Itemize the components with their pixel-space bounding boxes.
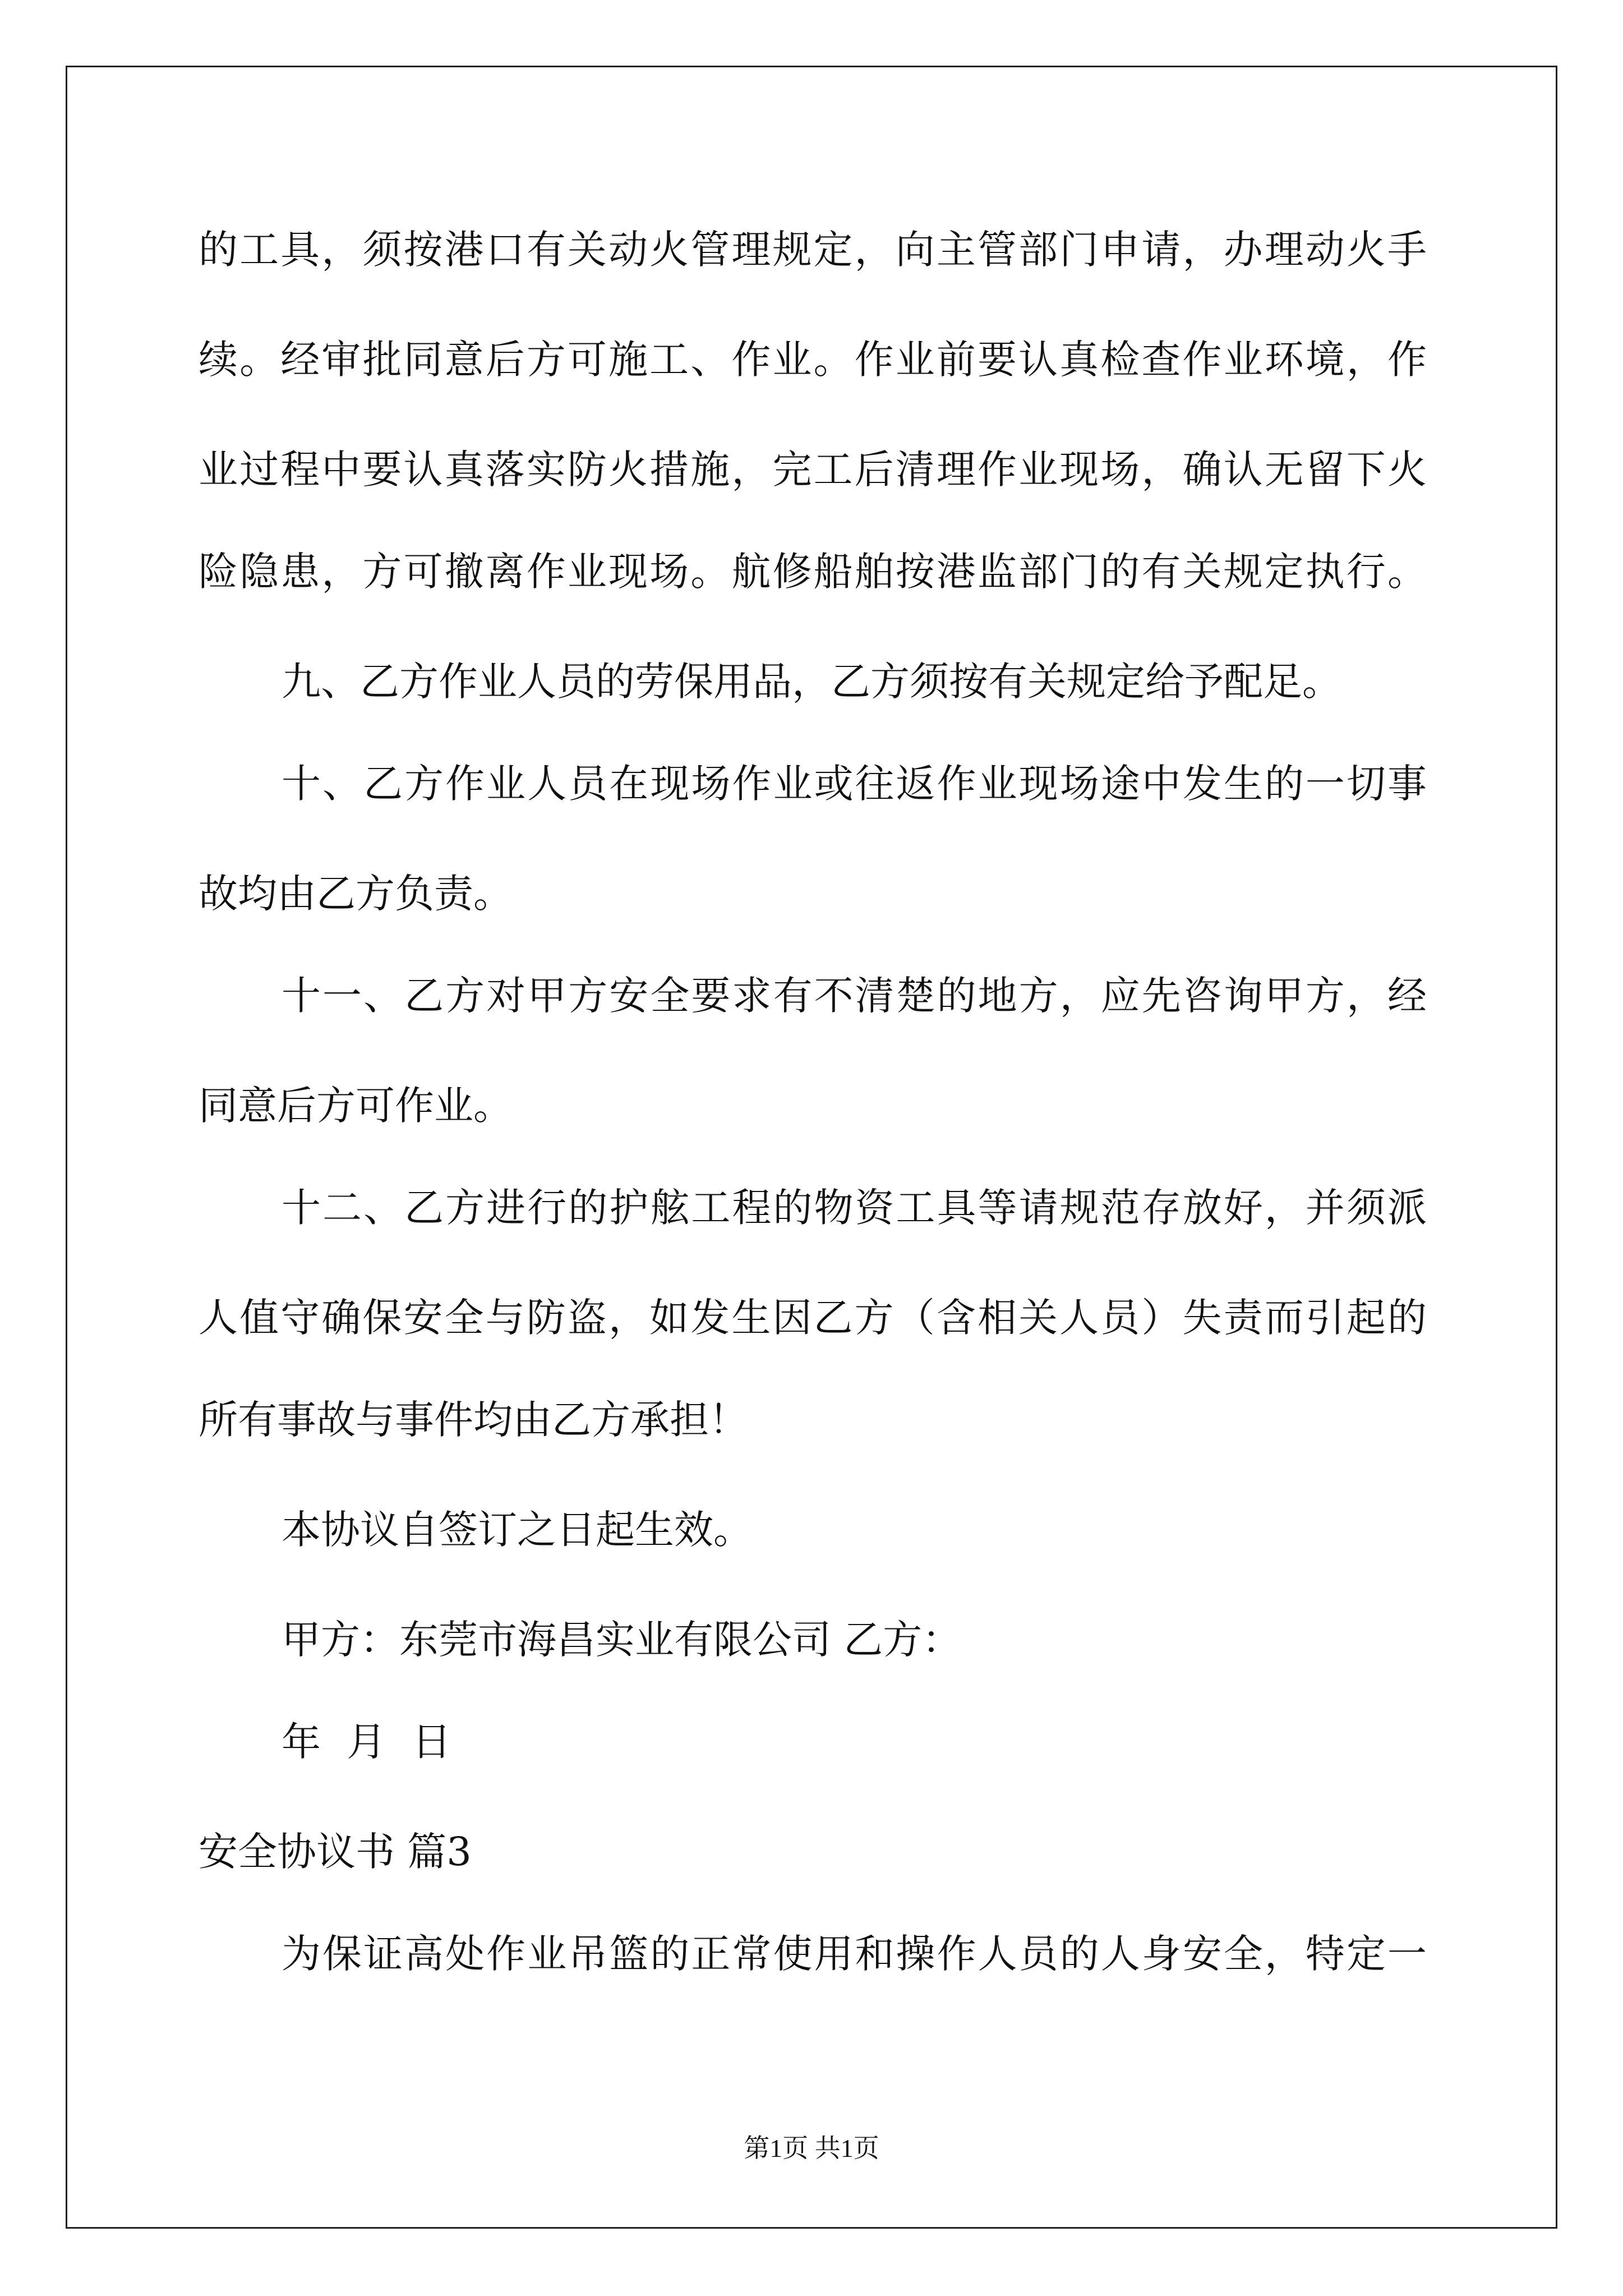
clause-12-line-2: 人值守确保安全与防盗，如发生因乙方（含相关人员）失责而引起的 — [199, 1295, 1427, 1341]
clause-11-line-2: 同意后方可作业。 — [199, 1083, 513, 1129]
paragraph-line-4: 险隐患，方可撤离作业现场。航修船舶按港监部门的有关规定执行。 — [199, 549, 1427, 595]
clause-12-line-3: 所有事故与事件均由乙方承担！ — [199, 1397, 748, 1443]
effective-clause: 本协议自签订之日起生效。 — [282, 1507, 753, 1553]
section-intro-line: 为保证高处作业吊篮的正常使用和操作人员的人身安全，特定一 — [282, 1931, 1427, 1977]
date-line: 年 月 日 — [282, 1719, 451, 1765]
clause-10-line-1: 十、乙方作业人员在现场作业或往返作业现场途中发生的一切事 — [282, 761, 1427, 807]
paragraph-line-1: 的工具，须按港口有关动火管理规定，向主管部门申请，办理动火手 — [199, 227, 1427, 273]
page-border — [66, 66, 1557, 2229]
paragraph-line-2: 续。经审批同意后方可施工、作业。作业前要认真检查作业环境，作 — [199, 337, 1427, 383]
clause-11-line-1: 十一、乙方对甲方安全要求有不清楚的地方，应先咨询甲方，经 — [282, 973, 1427, 1019]
paragraph-line-3: 业过程中要认真落实防火措施，完工后清理作业现场，确认无留下火 — [199, 447, 1427, 493]
clause-9: 九、乙方作业人员的劳保用品，乙方须按有关规定给予配足。 — [282, 659, 1341, 705]
page-footer: 第1页 共1页 — [744, 2134, 879, 2162]
parties-line: 甲方：东莞市海昌实业有限公司 乙方： — [282, 1617, 962, 1663]
section-heading: 安全协议书 篇3 — [199, 1829, 472, 1875]
clause-12-line-1: 十二、乙方进行的护舷工程的物资工具等请规范存放好，并须派 — [282, 1185, 1427, 1231]
clause-10-line-2: 故均由乙方负责。 — [199, 871, 513, 917]
